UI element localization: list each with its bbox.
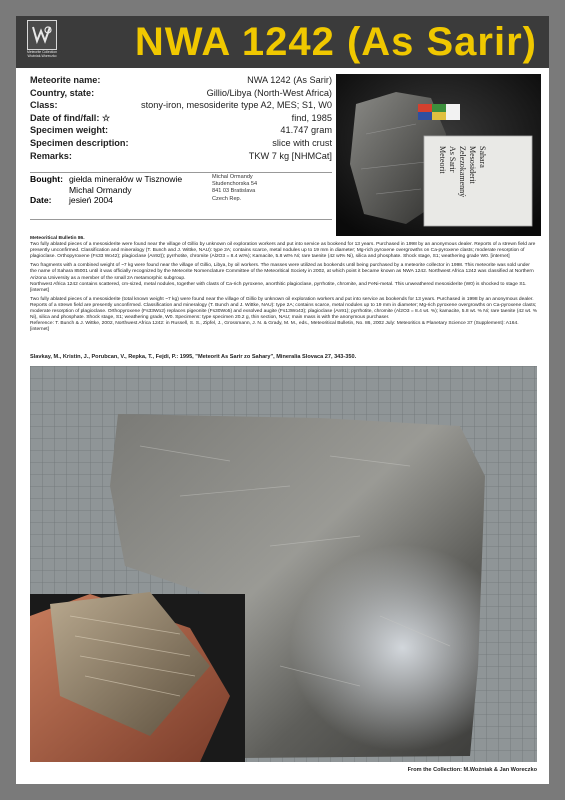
info-value: find, 1985 xyxy=(291,112,332,123)
paragraph-text: Two fully ablated pieces of a mesosiderite (total known weight ~7 kg) were found near the village of Gillio by unknown oil exploration workers and put into service as bookends for 13 years. Purchased in 1998 by an anonymous dealer. Reports of a strewn field are presently unconfirmed. Classification and mineralogy (T. Bunch and J. Wittke, NAU): type 2A; contains scarce, metal nodules up to 19 mm in diameter; Mg-rich pyroxene overgrowths on Ca-pyroxene clasts; moderate resorption of plagioclase. Orthopyroxene (Fs33Wo2) replaces pigeonite (Fs30Wo5) and exsolved augite (Fs13Wo43); plagioclase (An91); pyrrhotite, chromite (Al2O3 = 8.4 wt. %); kamacite, 5.8 wt. % Ni; rare taenite (42 wt. % Ni), silica and phosphate. Shock stage, S1; weathering grade, W0. Specimens: type specimen 20.2 g, thin section, NAU; main mass is with the anonymous purchaser. xyxy=(30,296,538,321)
label-line: Zelezokamenný xyxy=(458,146,467,198)
seller-name: Michal Ormandy xyxy=(69,184,132,195)
page-title: NWA 1242 (As Sarir) xyxy=(134,20,537,64)
paragraph xyxy=(30,263,538,293)
literature-reference: Slavkay, M., Kristin, J., Porubcan, V., Repka, T., Fejdi, P.: 1995, "Meteorit As Sarir zo Sahary", Mineralia Slovaca 27, 343-350. xyxy=(30,354,357,360)
logo-emblem xyxy=(27,20,57,50)
date-value: jesień 2004 xyxy=(69,195,113,205)
seller-address xyxy=(212,174,257,203)
info-label: Country, state: xyxy=(30,87,95,98)
paragraph xyxy=(30,236,538,260)
info-value: stony-iron, mesosiderite type A2, MES; S1, W0 xyxy=(141,100,332,111)
paragraph-text: Northwest Africa 1242 contains scattered, cm-sized, metal nodules, together with clasts of Ca-rich pyroxene, anorthitic plagioclase, pyrrhotite, chromite, and FeNi-metal. This unweathered mesosiderite (W0) is shocked to stage S1. [internet] xyxy=(30,281,527,293)
address-line: Czech Rep. xyxy=(212,195,242,202)
info-row-description xyxy=(30,137,332,150)
bought-row xyxy=(30,174,332,185)
info-label: Remarks: xyxy=(30,150,72,161)
bulletin-title: Meteoritical Bulletin 86. xyxy=(30,236,85,241)
logo-text: Meteorite Collection Woźniak-Woreczko xyxy=(27,50,57,58)
logo-mark-icon xyxy=(28,21,56,49)
collection-logo xyxy=(24,20,58,64)
info-label: Specimen weight: xyxy=(30,125,109,136)
date-row xyxy=(30,195,332,206)
meteorite-sheet xyxy=(16,16,549,784)
address-line: Studenchorska 54 xyxy=(212,181,258,188)
paragraph-text: Two fragments with a combined weight of ~7 kg were found near the village of Gillio, Libya, by oil workers. The masses were utilized as bookends until being purchased by a meteorite collector in 1998. This meteorite was sold under the name of Sahara 85001 until it was officially recognized by the Meteorite Nomenclature Committee of the Meteoritical Society in 2002, at which point it became known as NWA 1242. Northwest Africa 1242 was classified at Northern Arizona University as a member of the small 2A metamorphic subgroup. xyxy=(30,263,534,281)
info-row-remarks xyxy=(30,150,332,163)
label-line: As Sarir xyxy=(448,146,457,173)
info-row-country xyxy=(30,87,332,100)
info-row-class xyxy=(30,99,332,112)
header-bar xyxy=(16,16,549,68)
address-line: Michal Ormandy xyxy=(212,174,253,180)
specimen-info xyxy=(30,74,332,162)
bought-label: Bought: xyxy=(30,174,63,184)
info-label: Class: xyxy=(30,100,58,111)
info-label: Specimen description: xyxy=(30,137,129,148)
info-value: NWA 1242 (As Sarir) xyxy=(247,75,332,85)
info-value: Gillio/Libya (North-West Africa) xyxy=(206,87,332,98)
divider xyxy=(30,172,332,173)
collection-credit: From the Collection: M.Woźniak & Jan Woreczko xyxy=(407,767,537,773)
paragraph-text: Reference: T. Bunch & J. Wittke, 2002, Northwest Africa 1242: in Russell, S. S., Zipfel, J., Grossmann, J. N. & Grady, M. M., eds., Meteoritical Bulletin, No. 86, 2002 July: Meteoritics & Planetary Science 37 (Supplement): A164. [internet] xyxy=(30,321,519,333)
star-icon: ☆ xyxy=(101,112,111,123)
label-line: Sahara xyxy=(478,146,487,168)
specimen-slice-image xyxy=(336,74,541,236)
info-row-name xyxy=(30,74,332,87)
label-line: Meteorit xyxy=(438,146,447,174)
info-label xyxy=(30,112,110,125)
address-line: 841 03 Bratislava xyxy=(212,188,256,195)
label-line: Mesosiderit xyxy=(468,146,477,184)
info-label: Meteorite name: xyxy=(30,75,101,85)
paragraph-text: Two fully ablated pieces of a mesosiderite were found near the village of Gillio by unknown oil exploration workers and put into service as bookend for 13 years. Purchased in 1998 by an anonymous dealer. Reports of a strewn field are presently unconfirmed. Classification and mineralogy (T. Bunch and J. Wittke, NAU): type 2A; contains scarce, metal nodules up to 19 mm in diameter; Mg-rich pyroxene overgrowths on Ca-pyroxene clasts; moderate resorption of plagioclase. Orthopyroxene (Fs33 Wo42); plagioclase (An92)); pyrrhotite, chromite (Al2O3 = 8.4 wt%); Kamacite, 5.8 wt% Ni; rare taenite (42 wt% Ni), silica and phosphate. Shock stage, S1; weathering grade W0. [internet] xyxy=(30,242,536,260)
description-text xyxy=(30,236,538,336)
main-specimen-photo xyxy=(30,366,537,762)
info-value: 41.747 gram xyxy=(280,125,332,136)
info-row-weight xyxy=(30,124,332,137)
bought-value: giełda minerałów w Tisznowie xyxy=(69,174,183,184)
info-row-date xyxy=(30,112,332,125)
info-label-text: Date of find/fall: xyxy=(30,112,100,123)
info-value: TKW 7 kg [NHMCat] xyxy=(248,150,332,161)
paragraph xyxy=(30,297,538,334)
purchase-info xyxy=(30,174,332,234)
info-value: slice with crust xyxy=(272,137,332,148)
divider xyxy=(30,219,332,220)
specimen-photo xyxy=(336,74,541,236)
meteorite-slice-image xyxy=(30,366,537,762)
date-label: Date: xyxy=(30,195,52,205)
seller-row xyxy=(30,185,332,196)
